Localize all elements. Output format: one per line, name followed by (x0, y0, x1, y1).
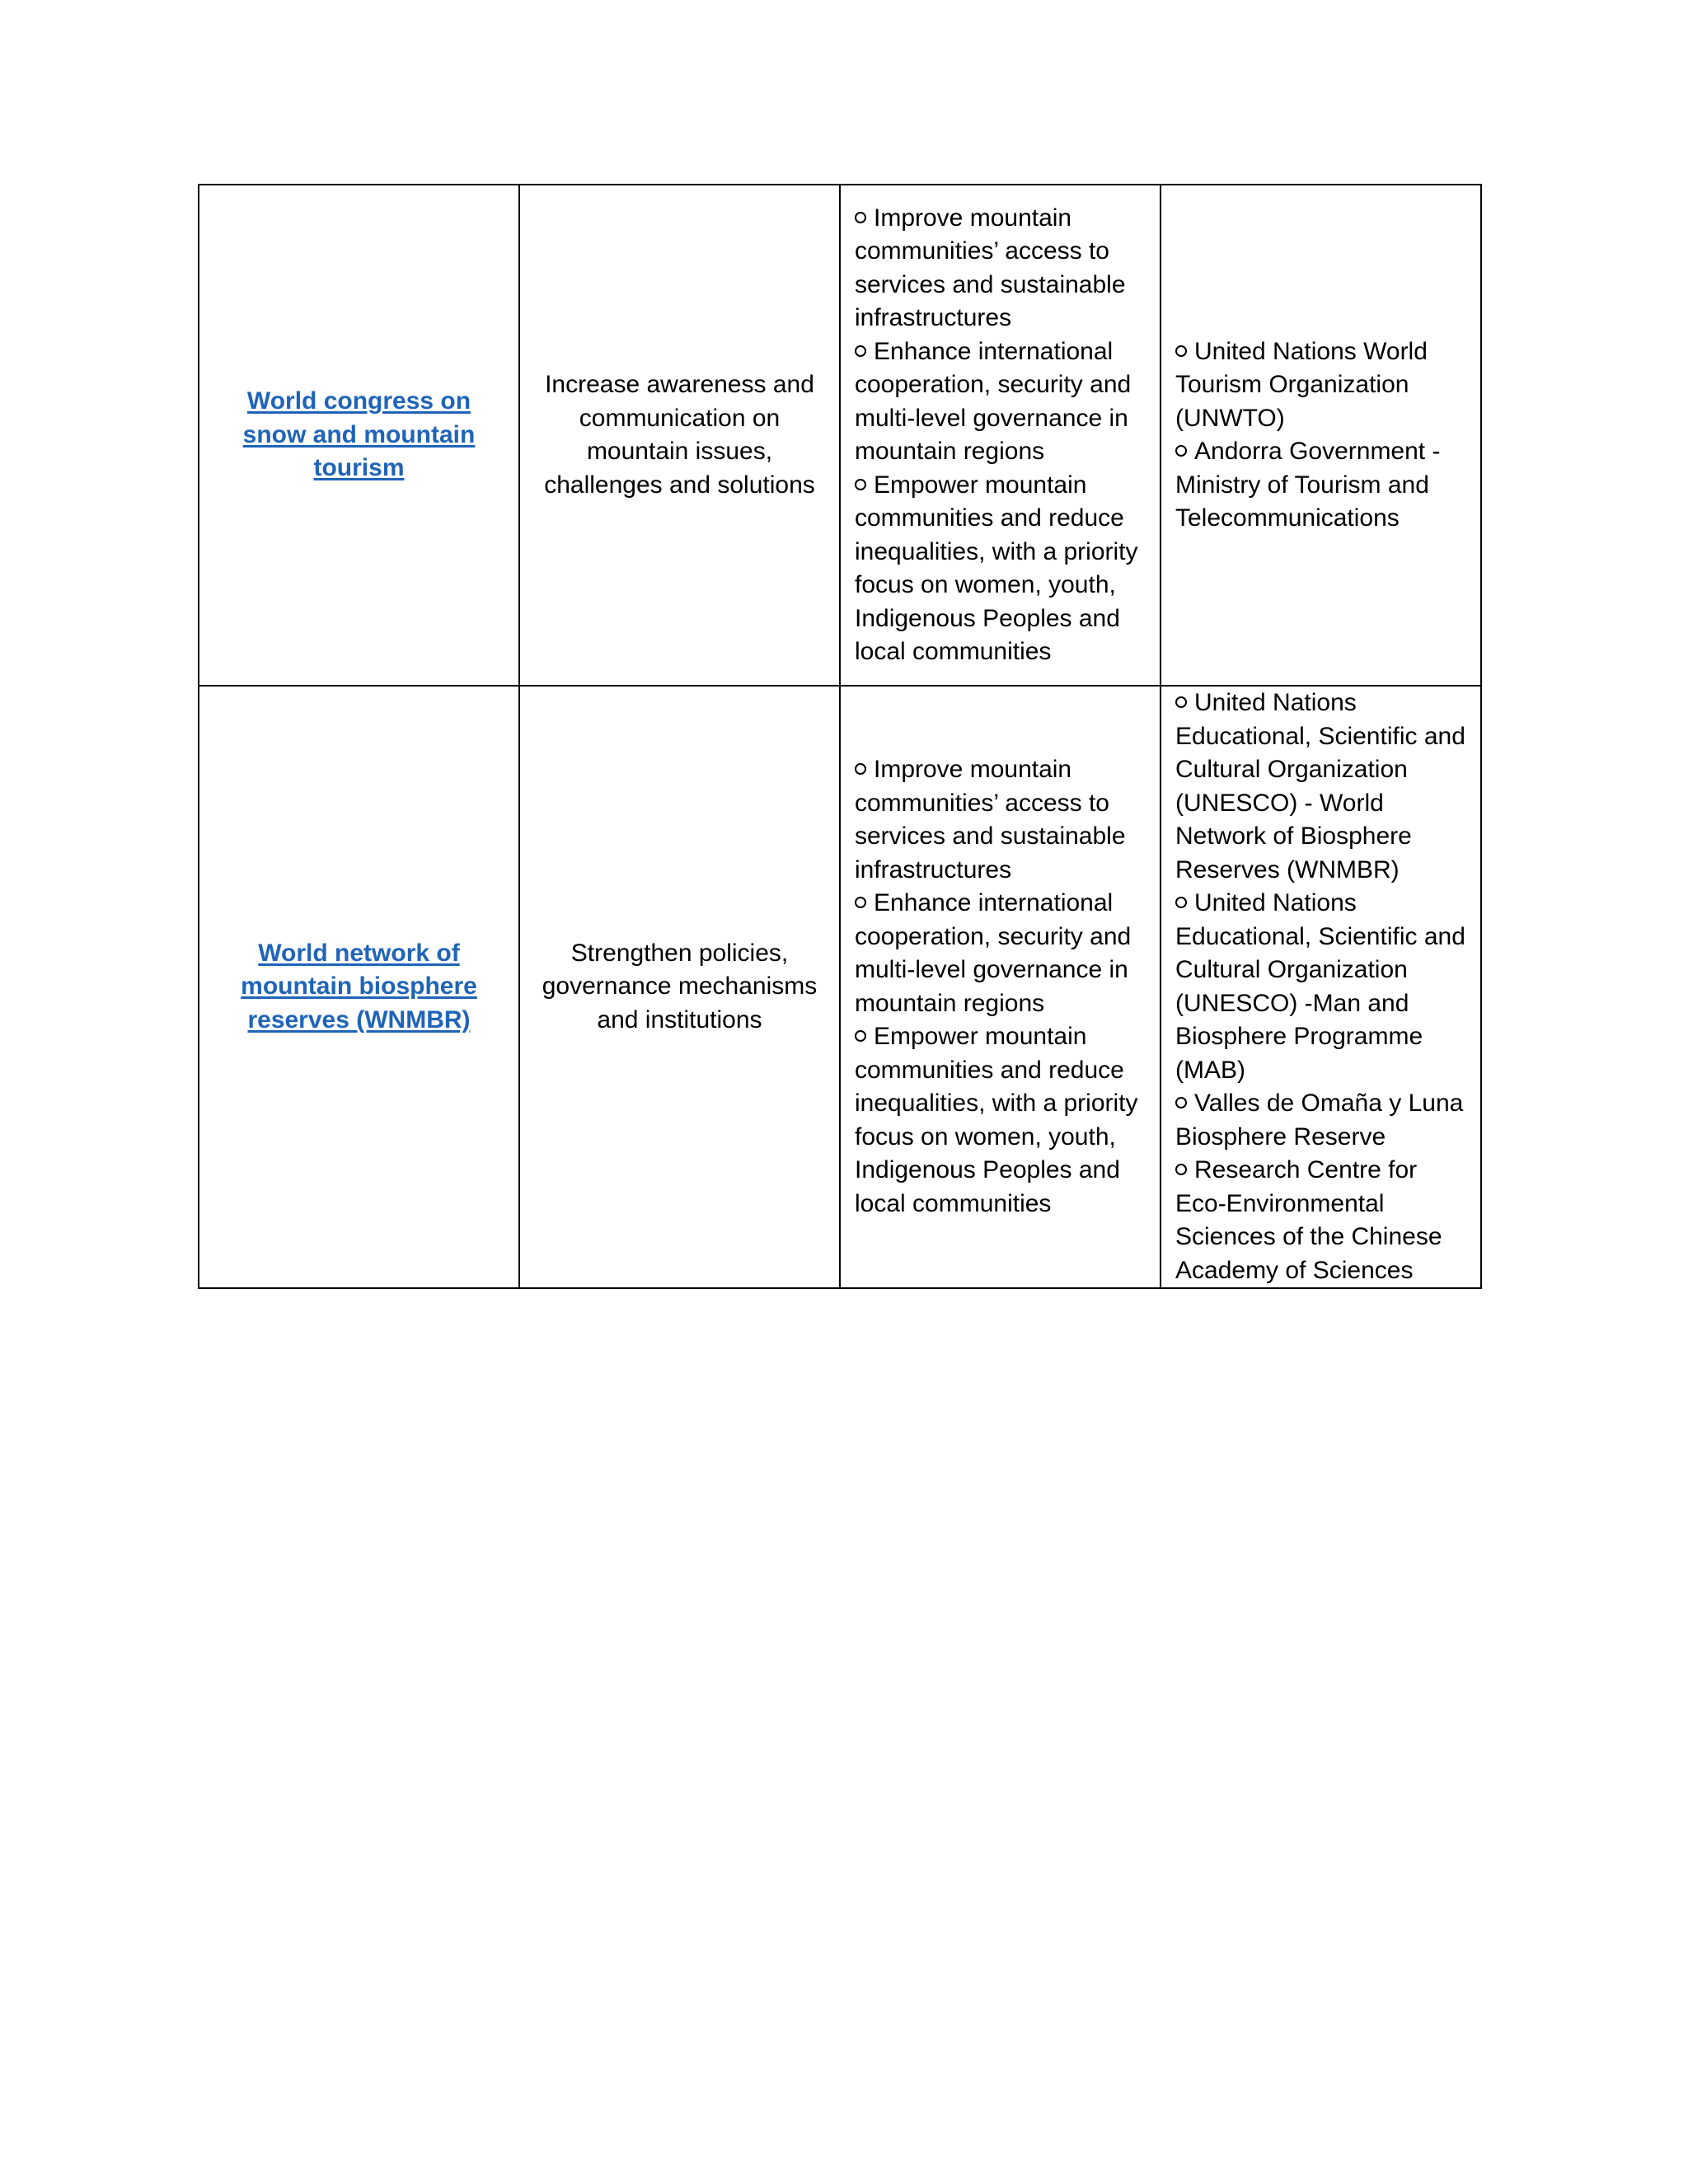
objective-item (855, 887, 1146, 1020)
partner-text: Andorra Government - Ministry of Tourism and Telecommunications (1175, 438, 1441, 532)
partner-item (1175, 1154, 1466, 1287)
partners-cell (1160, 185, 1481, 686)
initiative-cell (199, 686, 519, 1288)
partner-text: United Nations Educational, Scientific and Cultural Organization (UNESCO) -Man and Biosphere Programme (MAB) (1175, 889, 1465, 1084)
objective-text: Improve mountain communities’ access to services and sustainable infrastructures (855, 756, 1126, 883)
bullet-circle-icon (855, 479, 866, 490)
objective-item (855, 469, 1146, 669)
partner-item (1175, 1087, 1466, 1154)
bullet-circle-icon (855, 763, 866, 775)
partners-cell (1160, 686, 1481, 1288)
partner-text: United Nations World Tourism Organization (UNWTO) (1175, 337, 1428, 432)
goal-cell: Strengthen policies, governance mechanisms and institutions (519, 686, 840, 1288)
initiative-link[interactable]: World network of mountain biosphere reserves (WNMBR) (241, 939, 477, 1033)
partner-item (1175, 435, 1466, 536)
bullet-circle-icon (855, 212, 866, 223)
partner-text: United Nations Educational, Scientific and Cultural Organization (UNESCO) - World Network of Biosphere Reserves (WNMBR) (1175, 689, 1465, 883)
objective-text: Improve mountain communities’ access to services and sustainable infrastructures (855, 204, 1126, 331)
bullet-circle-icon (1175, 445, 1187, 457)
partner-text: Research Centre for Eco-Environmental Sciences of the Chinese Academy of Sciences (1175, 1156, 1442, 1284)
partner-item (1175, 335, 1466, 436)
objective-item (855, 1020, 1146, 1221)
bullet-circle-icon (1175, 897, 1187, 908)
objective-item (855, 335, 1146, 469)
partner-text: Valles de Omaña y Luna Biosphere Reserve (1175, 1090, 1464, 1151)
bullet-circle-icon (1175, 696, 1187, 708)
initiatives-table (198, 184, 1482, 1289)
objectives-cell (840, 185, 1160, 686)
goal-cell: Increase awareness and communication on mountain issues, challenges and solutions (519, 185, 840, 686)
initiative-link[interactable]: World congress on snow and mountain tourism (242, 387, 476, 482)
bullet-circle-icon (855, 1030, 866, 1042)
objective-text: Empower mountain communities and reduce inequalities, with a priority focus on women, youth, Indigenous Peoples and local communities (855, 1023, 1138, 1217)
bullet-circle-icon (1175, 345, 1187, 357)
bullet-circle-icon (1175, 1164, 1187, 1175)
partner-item (1175, 887, 1466, 1087)
bullet-circle-icon (855, 345, 866, 357)
objective-text: Enhance international cooperation, security and multi-level governance in mountain regions (855, 889, 1132, 1017)
objective-item (855, 753, 1146, 887)
objective-text: Enhance international cooperation, security and multi-level governance in mountain regions (855, 337, 1132, 465)
table-row (199, 686, 1481, 1288)
initiative-cell (199, 185, 519, 686)
objectives-cell (840, 686, 1160, 1288)
objective-item (855, 202, 1146, 335)
table-row (199, 185, 1481, 686)
objective-text: Empower mountain communities and reduce inequalities, with a priority focus on women, youth, Indigenous Peoples and local communities (855, 471, 1138, 665)
bullet-circle-icon (1175, 1097, 1187, 1108)
bullet-circle-icon (855, 897, 866, 908)
partner-item (1175, 687, 1466, 887)
